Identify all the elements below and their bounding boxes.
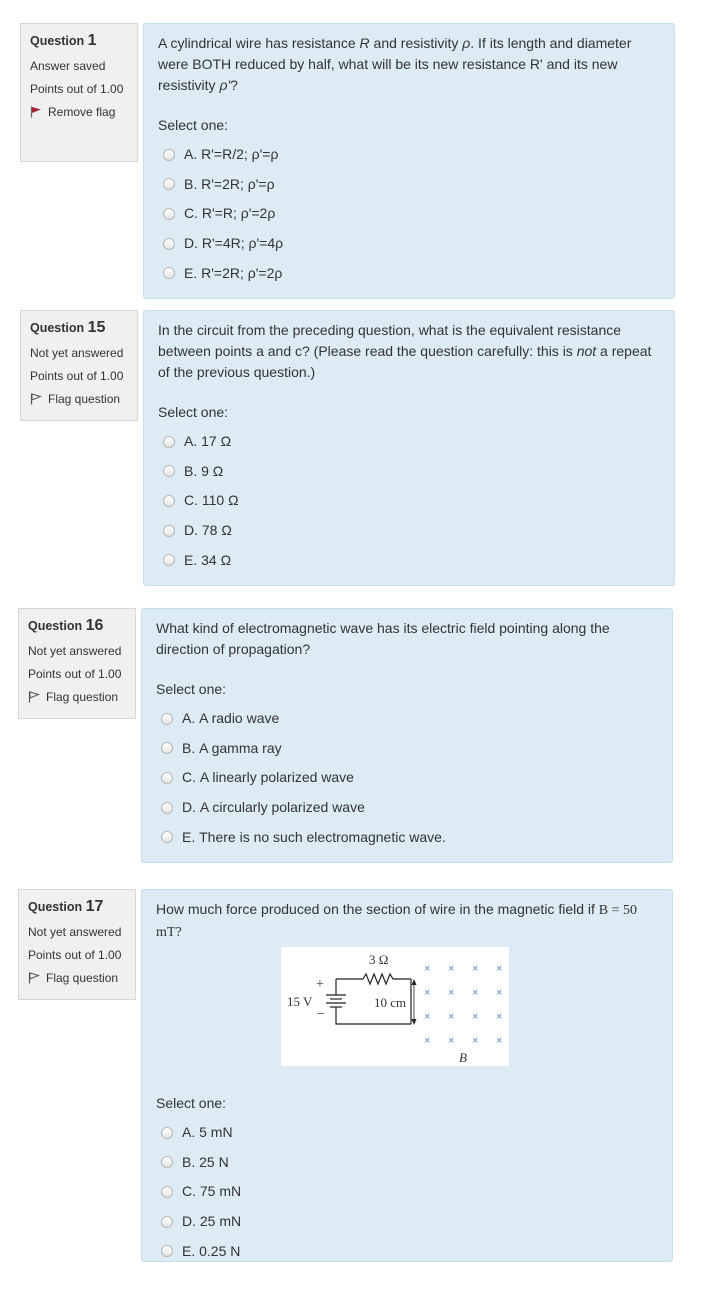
question-text: How much force produced on the section of wire in the magnetic field if B = 50 mT? <box>156 901 638 940</box>
answer-options <box>158 427 660 575</box>
question-content <box>143 310 675 586</box>
field-cross: × <box>448 1035 455 1047</box>
question-number: Question 17 <box>28 898 104 915</box>
question-grade: Points out of 1.00 <box>30 82 124 96</box>
question-grade: Points out of 1.00 <box>30 369 124 383</box>
field-cross: × <box>472 963 479 975</box>
option-a[interactable]: A. A radio wave <box>156 704 658 734</box>
flag-label[interactable]: Flag question <box>48 392 121 406</box>
answer-options <box>156 704 658 852</box>
option-a[interactable]: A. R'=R/2; ρ'=ρ <box>158 140 660 170</box>
select-one-label: Select one: <box>156 1095 227 1111</box>
field-cross: × <box>472 987 479 999</box>
radio-button[interactable] <box>161 1127 173 1139</box>
radio-button[interactable] <box>161 1156 173 1168</box>
option-a[interactable]: A. 17 Ω <box>158 427 660 457</box>
radio-button[interactable] <box>161 802 173 814</box>
length-label: 10 cm <box>374 995 407 1010</box>
flag-toggle[interactable] <box>30 392 128 406</box>
circuit-figure <box>281 947 509 1066</box>
radio-button[interactable] <box>163 436 175 448</box>
option-d[interactable]: D. 25 mN <box>156 1207 658 1237</box>
flag-outline-icon <box>28 972 40 984</box>
question-state: Answer saved <box>30 59 106 73</box>
flag-toggle[interactable] <box>28 690 126 704</box>
field-label: B <box>459 1050 467 1065</box>
question-info <box>18 608 136 719</box>
question-info <box>18 889 136 1000</box>
radio-button[interactable] <box>163 525 175 537</box>
radio-button[interactable] <box>161 742 173 754</box>
plus-sign: + <box>316 977 324 992</box>
option-c[interactable]: C. A linearly polarized wave <box>156 763 658 793</box>
option-b[interactable]: B. R'=2R; ρ'=ρ <box>158 170 660 200</box>
option-d[interactable]: D. A circularly polarized wave <box>156 793 658 823</box>
radio-button[interactable] <box>161 772 173 784</box>
battery-label: 15 V <box>287 994 313 1009</box>
radio-button[interactable] <box>163 267 175 279</box>
question-info <box>20 23 138 162</box>
field-cross: × <box>448 1011 455 1023</box>
select-one-label: Select one: <box>156 681 227 697</box>
option-c[interactable]: C. 110 Ω <box>158 486 660 516</box>
question-state: Not yet answered <box>28 925 122 939</box>
question-content <box>141 889 673 1262</box>
flag-toggle[interactable] <box>30 105 128 119</box>
minus-sign: − <box>317 1007 325 1022</box>
question-grade: Points out of 1.00 <box>28 948 122 962</box>
question-text: What kind of electromagnetic wave has its electric field pointing along the direction of propagation? <box>156 620 610 657</box>
flag-filled-icon <box>30 106 42 118</box>
option-d[interactable]: D. R'=4R; ρ'=4ρ <box>158 229 660 259</box>
flag-outline-icon <box>28 691 40 703</box>
option-e[interactable]: E. There is no such electromagnetic wave. <box>156 822 658 852</box>
battery-symbol <box>326 995 346 1007</box>
radio-button[interactable] <box>163 495 175 507</box>
field-cross: × <box>496 963 503 975</box>
field-cross: × <box>496 1011 503 1023</box>
select-one-label: Select one: <box>158 117 229 133</box>
radio-button[interactable] <box>163 238 175 250</box>
length-dimension <box>412 979 417 1025</box>
radio-button[interactable] <box>161 831 173 843</box>
option-c[interactable]: C. 75 mN <box>156 1177 658 1207</box>
question-text: In the circuit from the preceding question, what is the equivalent resistance between points a and c? (Please read the question carefully: this is not a repeat of the previous question.) <box>158 322 652 380</box>
question-number: Question 1 <box>30 32 97 49</box>
question-number: Question 16 <box>28 617 104 634</box>
question-info <box>20 310 138 421</box>
radio-button[interactable] <box>161 1186 173 1198</box>
option-b[interactable]: B. 9 Ω <box>158 457 660 487</box>
question-number: Question 15 <box>30 319 106 336</box>
field-cross: × <box>424 963 431 975</box>
option-e[interactable]: E. 34 Ω <box>158 545 660 575</box>
resistor-symbol <box>363 974 395 984</box>
radio-button[interactable] <box>161 1245 173 1257</box>
question-text: A cylindrical wire has resistance R and resistivity ρ. If its length and diameter were BOTH reduced by half, what will be its new resistance R' and its new resistivity ρ'? <box>158 35 632 93</box>
field-cross: × <box>424 1011 431 1023</box>
radio-button[interactable] <box>161 713 173 725</box>
field-cross: × <box>472 1011 479 1023</box>
flag-outline-icon <box>30 393 42 405</box>
question-state: Not yet answered <box>30 346 124 360</box>
option-e[interactable]: E. R'=2R; ρ'=2ρ <box>158 258 660 288</box>
flag-toggle[interactable] <box>28 971 126 985</box>
field-cross: × <box>424 1035 431 1047</box>
flag-label[interactable]: Flag question <box>46 971 119 985</box>
resistor-label: 3 Ω <box>369 952 389 967</box>
option-e[interactable]: E. 0.25 N <box>156 1236 658 1266</box>
field-cross: × <box>424 987 431 999</box>
question-content <box>143 23 675 299</box>
field-cross: × <box>496 1035 503 1047</box>
flag-label[interactable]: Flag question <box>46 690 119 704</box>
question-state: Not yet answered <box>28 644 122 658</box>
radio-button[interactable] <box>163 149 175 161</box>
field-cross: × <box>448 963 455 975</box>
radio-button[interactable] <box>163 178 175 190</box>
select-one-label: Select one: <box>158 404 229 420</box>
option-b[interactable]: B. A gamma ray <box>156 734 658 764</box>
option-b[interactable]: B. 25 N <box>156 1148 658 1178</box>
radio-button[interactable] <box>161 1216 173 1228</box>
radio-button[interactable] <box>163 554 175 566</box>
question-content <box>141 608 673 863</box>
radio-button[interactable] <box>163 465 175 477</box>
answer-options <box>156 1118 658 1266</box>
question-grade: Points out of 1.00 <box>28 667 122 681</box>
field-cross: × <box>472 1035 479 1047</box>
answer-options <box>158 140 660 288</box>
option-d[interactable]: D. 78 Ω <box>158 516 660 546</box>
option-c[interactable]: C. R'=R; ρ'=2ρ <box>158 199 660 229</box>
field-cross: × <box>496 987 503 999</box>
option-a[interactable]: A. 5 mN <box>156 1118 658 1148</box>
flag-label[interactable]: Remove flag <box>48 105 116 119</box>
field-cross: × <box>448 987 455 999</box>
radio-button[interactable] <box>163 208 175 220</box>
